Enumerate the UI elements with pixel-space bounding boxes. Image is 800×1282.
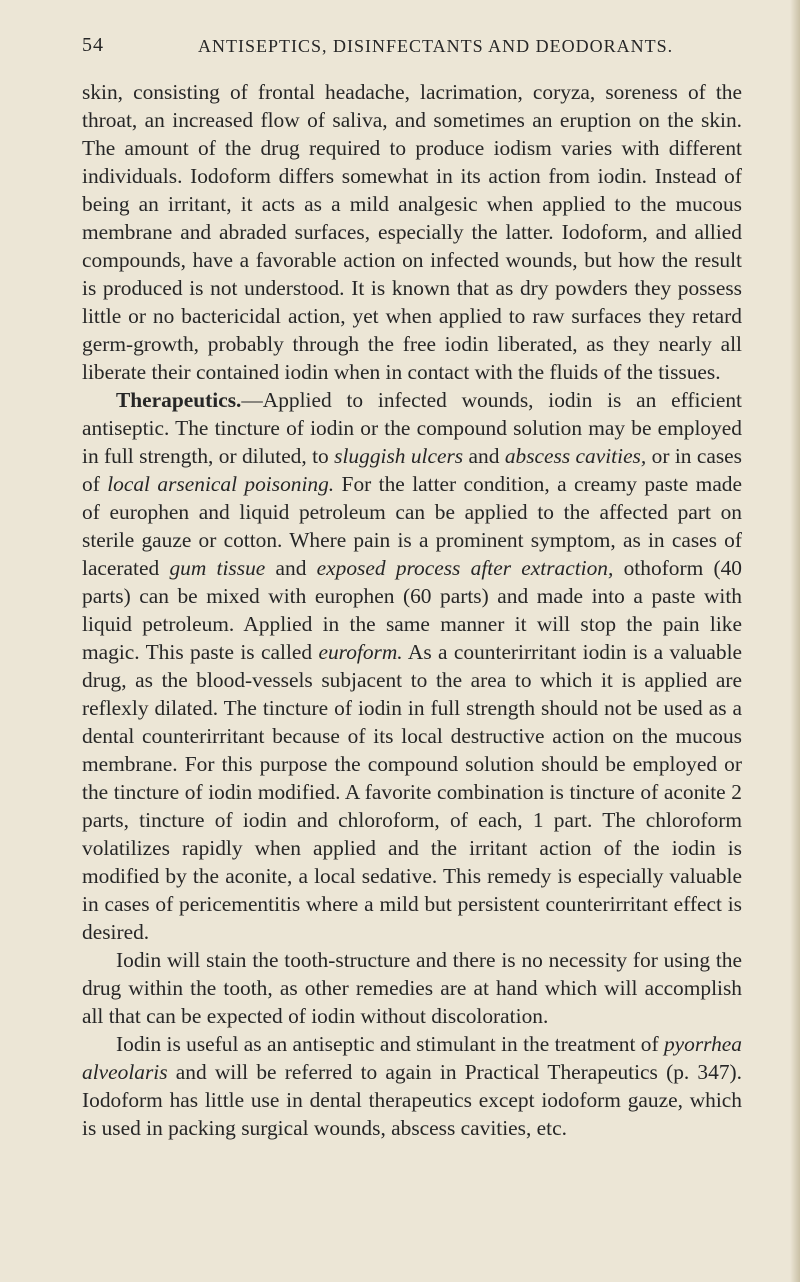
text-run: For the latter condition, a creamy paste made of europhen and liquid petroleum can be applied to the affected part on sterile gauze or cotton. Where pain is a prominent symptom, as in cases of lacerated (82, 472, 743, 580)
running-header (82, 28, 742, 58)
page-number: 54 (82, 34, 104, 56)
paragraph-pyorrhea (82, 1030, 742, 1142)
text-run: and (265, 556, 317, 580)
italic-term: exposed process after extraction, (316, 556, 614, 580)
paragraph-staining: Iodin will stain the tooth-structure and there is no necessity for using the drug within the tooth, as other remedies are at hand which will accomplish all that can be expected of iodin without discoloration. (82, 948, 742, 1028)
therapeutics-heading: Therapeutics. (116, 388, 242, 412)
italic-term: local arsenical poisoning. (107, 472, 335, 496)
running-title: ANTISEPTICS, DISINFECTANTS AND DEODORANTS. (198, 36, 674, 56)
italic-term: pyorrhea alveolaris (82, 1032, 742, 1084)
page-edge-shadow (790, 0, 800, 1282)
italic-term: gum tissue (169, 556, 266, 580)
paragraph-therapeutics (82, 386, 742, 946)
text-run: othoform (40 parts) can be mixed with europhen (60 parts) and made into a paste with liquid petroleum. Applied in the same manner it will stop the pain like magic. This paste is called (82, 556, 742, 664)
paragraph-iodism: skin, consisting of frontal headache, lacrimation, coryza, soreness of the throat, an increased flow of saliva, and sometimes an eruption on the skin. The amount of the drug required to produce iodism varies with different individuals. Iodoform differs somewhat in its action from iodin. Instead of being an irritant, it acts as a mild analgesic when applied to the mucous membrane and abraded surfaces, especially the latter. Iodoform, and allied compounds, have a favorable action on infected wounds, but how the result is produced is not understood. It is known that as dry powders they possess little or no bactericidal action, yet when applied to raw surfaces they retard germ-growth, probably through the free iodin liberated, as they nearly all liberate their contained iodin when in contact with the fluids of the tissues. (82, 80, 742, 384)
text-run: As a counterirritant iodin is a valuable drug, as the blood-vessels subjacent to the area to which it is applied are reflexly dilated. The tincture of iodin in full strength should not be used as a dental counterirritant because of its local destructive action on the mucous membrane. For this purpose the compound solution should be employed or the tincture of iodin modified. A favorite combination is tincture of aconite 2 parts, tincture of iodin and chloroform, of each, 1 part. The chloroform volatilizes rapidly when applied and the irritant action of the iodin is modified by the aconite, a local sedative. This remedy is especially valuable in cases of pericementitis where a mild but persistent counterirritant effect is desired. (82, 640, 743, 944)
text-run: —Applied to infected wounds, iodin is an efficient antiseptic. The tincture of iodin or the compound solution may be employed in full strength, or diluted, to (82, 388, 742, 468)
italic-term: sluggish ulcers (334, 444, 464, 468)
text-run: or in cases of (82, 444, 742, 496)
italic-term: abscess cavities, (504, 444, 647, 468)
page-body (82, 78, 742, 1142)
text-run: Iodin is useful as an antiseptic and stimulant in the treatment of (116, 1032, 664, 1056)
text-run: and (463, 444, 505, 468)
italic-term: euroform. (318, 640, 403, 664)
text-run: and will be referred to again in Practical Therapeutics (p. 347). Iodoform has little use in dental therapeutics except iodoform gauze, which is used in packing surgical wounds, abscess cavities, etc. (82, 1060, 742, 1140)
